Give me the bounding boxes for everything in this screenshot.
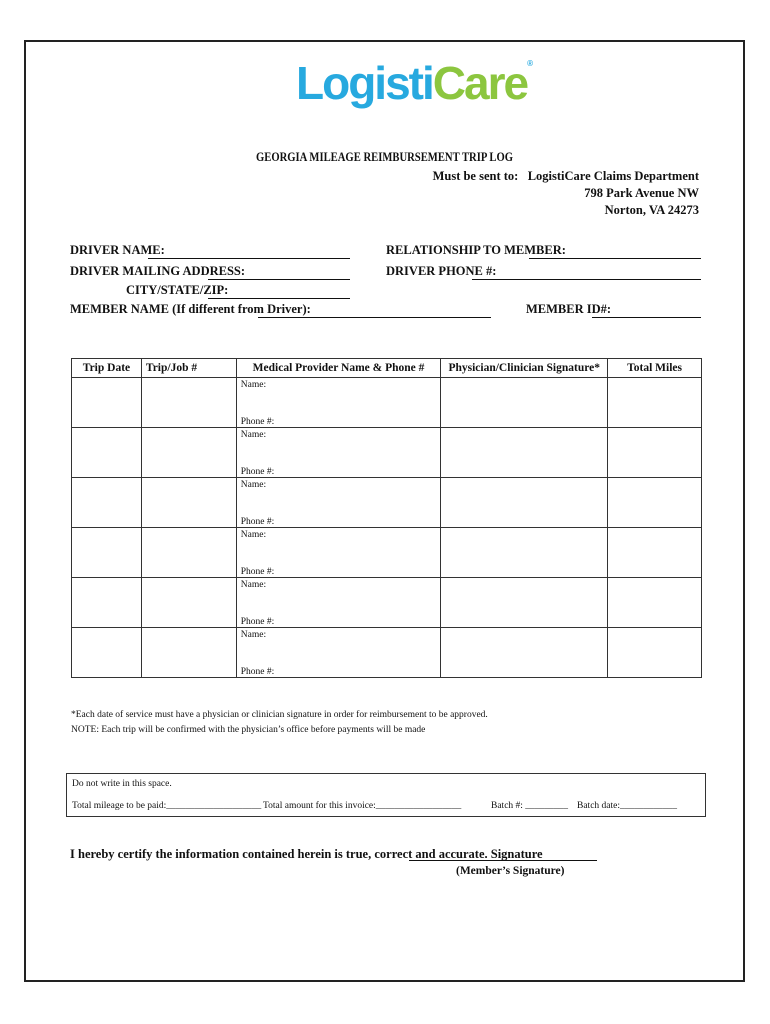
- provider-name-label: Name:: [240, 630, 267, 640]
- table-row: [72, 528, 702, 578]
- total-miles-cell[interactable]: [608, 378, 702, 428]
- batch-date-field: Batch date:____________: [577, 801, 677, 811]
- total-amount-field: Total amount for this invoice:__________________: [263, 801, 462, 811]
- total-mileage-field: Total mileage to be paid:____________________: [72, 801, 262, 811]
- trip-job-cell[interactable]: [141, 478, 236, 528]
- provider-phone-label: Phone #:: [240, 417, 275, 427]
- logo-registered: ®: [527, 59, 533, 68]
- header-trip-job: Trip/Job #: [141, 359, 236, 378]
- send-to-line2: 798 Park Avenue NW: [584, 186, 699, 200]
- table-row: [72, 578, 702, 628]
- member-signature-caption: (Member’s Signature): [456, 865, 565, 877]
- member-signature-field[interactable]: [409, 860, 597, 861]
- logo-part1: Logisti: [296, 57, 433, 109]
- provider-phone-label: Phone #:: [240, 667, 275, 677]
- signature-cell[interactable]: [441, 528, 608, 578]
- header-medical-provider: Medical Provider Name & Phone #: [236, 359, 441, 378]
- city-state-zip-field[interactable]: [208, 298, 350, 299]
- header-physician-signature: Physician/Clinician Signature*: [441, 359, 608, 378]
- header-total-miles: Total Miles: [608, 359, 702, 378]
- certification-text: I hereby certify the information contained herein is true, correct and accurate. Signature: [70, 847, 543, 861]
- signature-cell[interactable]: [441, 428, 608, 478]
- driver-phone-label: DRIVER PHONE #:: [386, 264, 497, 278]
- send-to-address: [433, 168, 699, 219]
- provider-name-label: Name:: [240, 530, 267, 540]
- provider-cell[interactable]: [236, 428, 441, 478]
- trip-job-cell[interactable]: [141, 628, 236, 678]
- trip-job-cell[interactable]: [141, 528, 236, 578]
- trip-job-cell[interactable]: [141, 378, 236, 428]
- driver-name-label: DRIVER NAME:: [70, 243, 165, 257]
- batch-number-field: Batch #: _________: [491, 801, 569, 811]
- trip-date-cell[interactable]: [72, 528, 142, 578]
- driver-phone-field[interactable]: [472, 279, 701, 280]
- signature-cell[interactable]: [441, 378, 608, 428]
- provider-cell[interactable]: [236, 528, 441, 578]
- logo-part2: Care: [432, 57, 528, 109]
- total-miles-cell[interactable]: [608, 628, 702, 678]
- total-miles-cell[interactable]: [608, 528, 702, 578]
- form-page: [24, 40, 745, 982]
- member-id-label: MEMBER ID#:: [526, 302, 612, 316]
- provider-phone-label: Phone #:: [240, 567, 275, 577]
- table-row: [72, 378, 702, 428]
- relationship-label: RELATIONSHIP TO MEMBER:: [386, 243, 566, 257]
- trip-date-cell[interactable]: [72, 378, 142, 428]
- office-use-box: [66, 773, 706, 817]
- provider-phone-label: Phone #:: [240, 517, 275, 527]
- table-row: [72, 478, 702, 528]
- header-trip-date: Trip Date: [72, 359, 142, 378]
- total-miles-cell[interactable]: [608, 578, 702, 628]
- trip-log-table: [71, 358, 702, 678]
- trip-job-cell[interactable]: [141, 428, 236, 478]
- driver-address-label: DRIVER MAILING ADDRESS:: [70, 264, 246, 278]
- table-header-row: [72, 359, 702, 378]
- driver-address-field[interactable]: [208, 279, 350, 280]
- total-miles-cell[interactable]: [608, 478, 702, 528]
- total-miles-cell[interactable]: [608, 428, 702, 478]
- provider-name-label: Name:: [240, 580, 267, 590]
- city-state-zip-label: CITY/STATE/ZIP:: [126, 283, 229, 297]
- send-to-line1: LogistiCare Claims Department: [527, 169, 699, 183]
- form-title: GEORGIA MILEAGE REIMBURSEMENT TRIP LOG: [255, 150, 514, 164]
- provider-name-label: Name:: [240, 430, 267, 440]
- driver-name-field[interactable]: [148, 258, 350, 259]
- trip-date-cell[interactable]: [72, 428, 142, 478]
- send-to-label: Must be sent to:: [432, 169, 519, 183]
- send-to-line3: Norton, VA 24273: [604, 203, 699, 217]
- provider-name-label: Name:: [240, 480, 267, 490]
- signature-cell[interactable]: [441, 478, 608, 528]
- signature-cell[interactable]: [441, 628, 608, 678]
- trip-date-cell[interactable]: [72, 628, 142, 678]
- trip-job-cell[interactable]: [141, 578, 236, 628]
- trip-date-cell[interactable]: [72, 478, 142, 528]
- office-use-header: Do not write in this space.: [72, 779, 172, 789]
- table-row: [72, 628, 702, 678]
- provider-phone-label: Phone #:: [240, 617, 275, 627]
- member-name-label: MEMBER NAME (If different from Driver):: [70, 302, 311, 316]
- member-name-field[interactable]: [258, 317, 491, 318]
- provider-name-label: Name:: [240, 380, 267, 390]
- provider-cell[interactable]: [236, 628, 441, 678]
- relationship-field[interactable]: [529, 258, 701, 259]
- confirmation-note: NOTE: Each trip will be confirmed with the physician’s office before payments will be made: [71, 725, 426, 735]
- logisticare-logo: [296, 57, 533, 109]
- provider-cell[interactable]: [236, 478, 441, 528]
- provider-cell[interactable]: [236, 378, 441, 428]
- provider-cell[interactable]: [236, 578, 441, 628]
- signature-requirement-note: *Each date of service must have a physician or clinician signature in order for reimbursement to be approved.: [71, 710, 488, 720]
- table-row: [72, 428, 702, 478]
- member-id-field[interactable]: [592, 317, 701, 318]
- signature-cell[interactable]: [441, 578, 608, 628]
- provider-phone-label: Phone #:: [240, 467, 275, 477]
- trip-date-cell[interactable]: [72, 578, 142, 628]
